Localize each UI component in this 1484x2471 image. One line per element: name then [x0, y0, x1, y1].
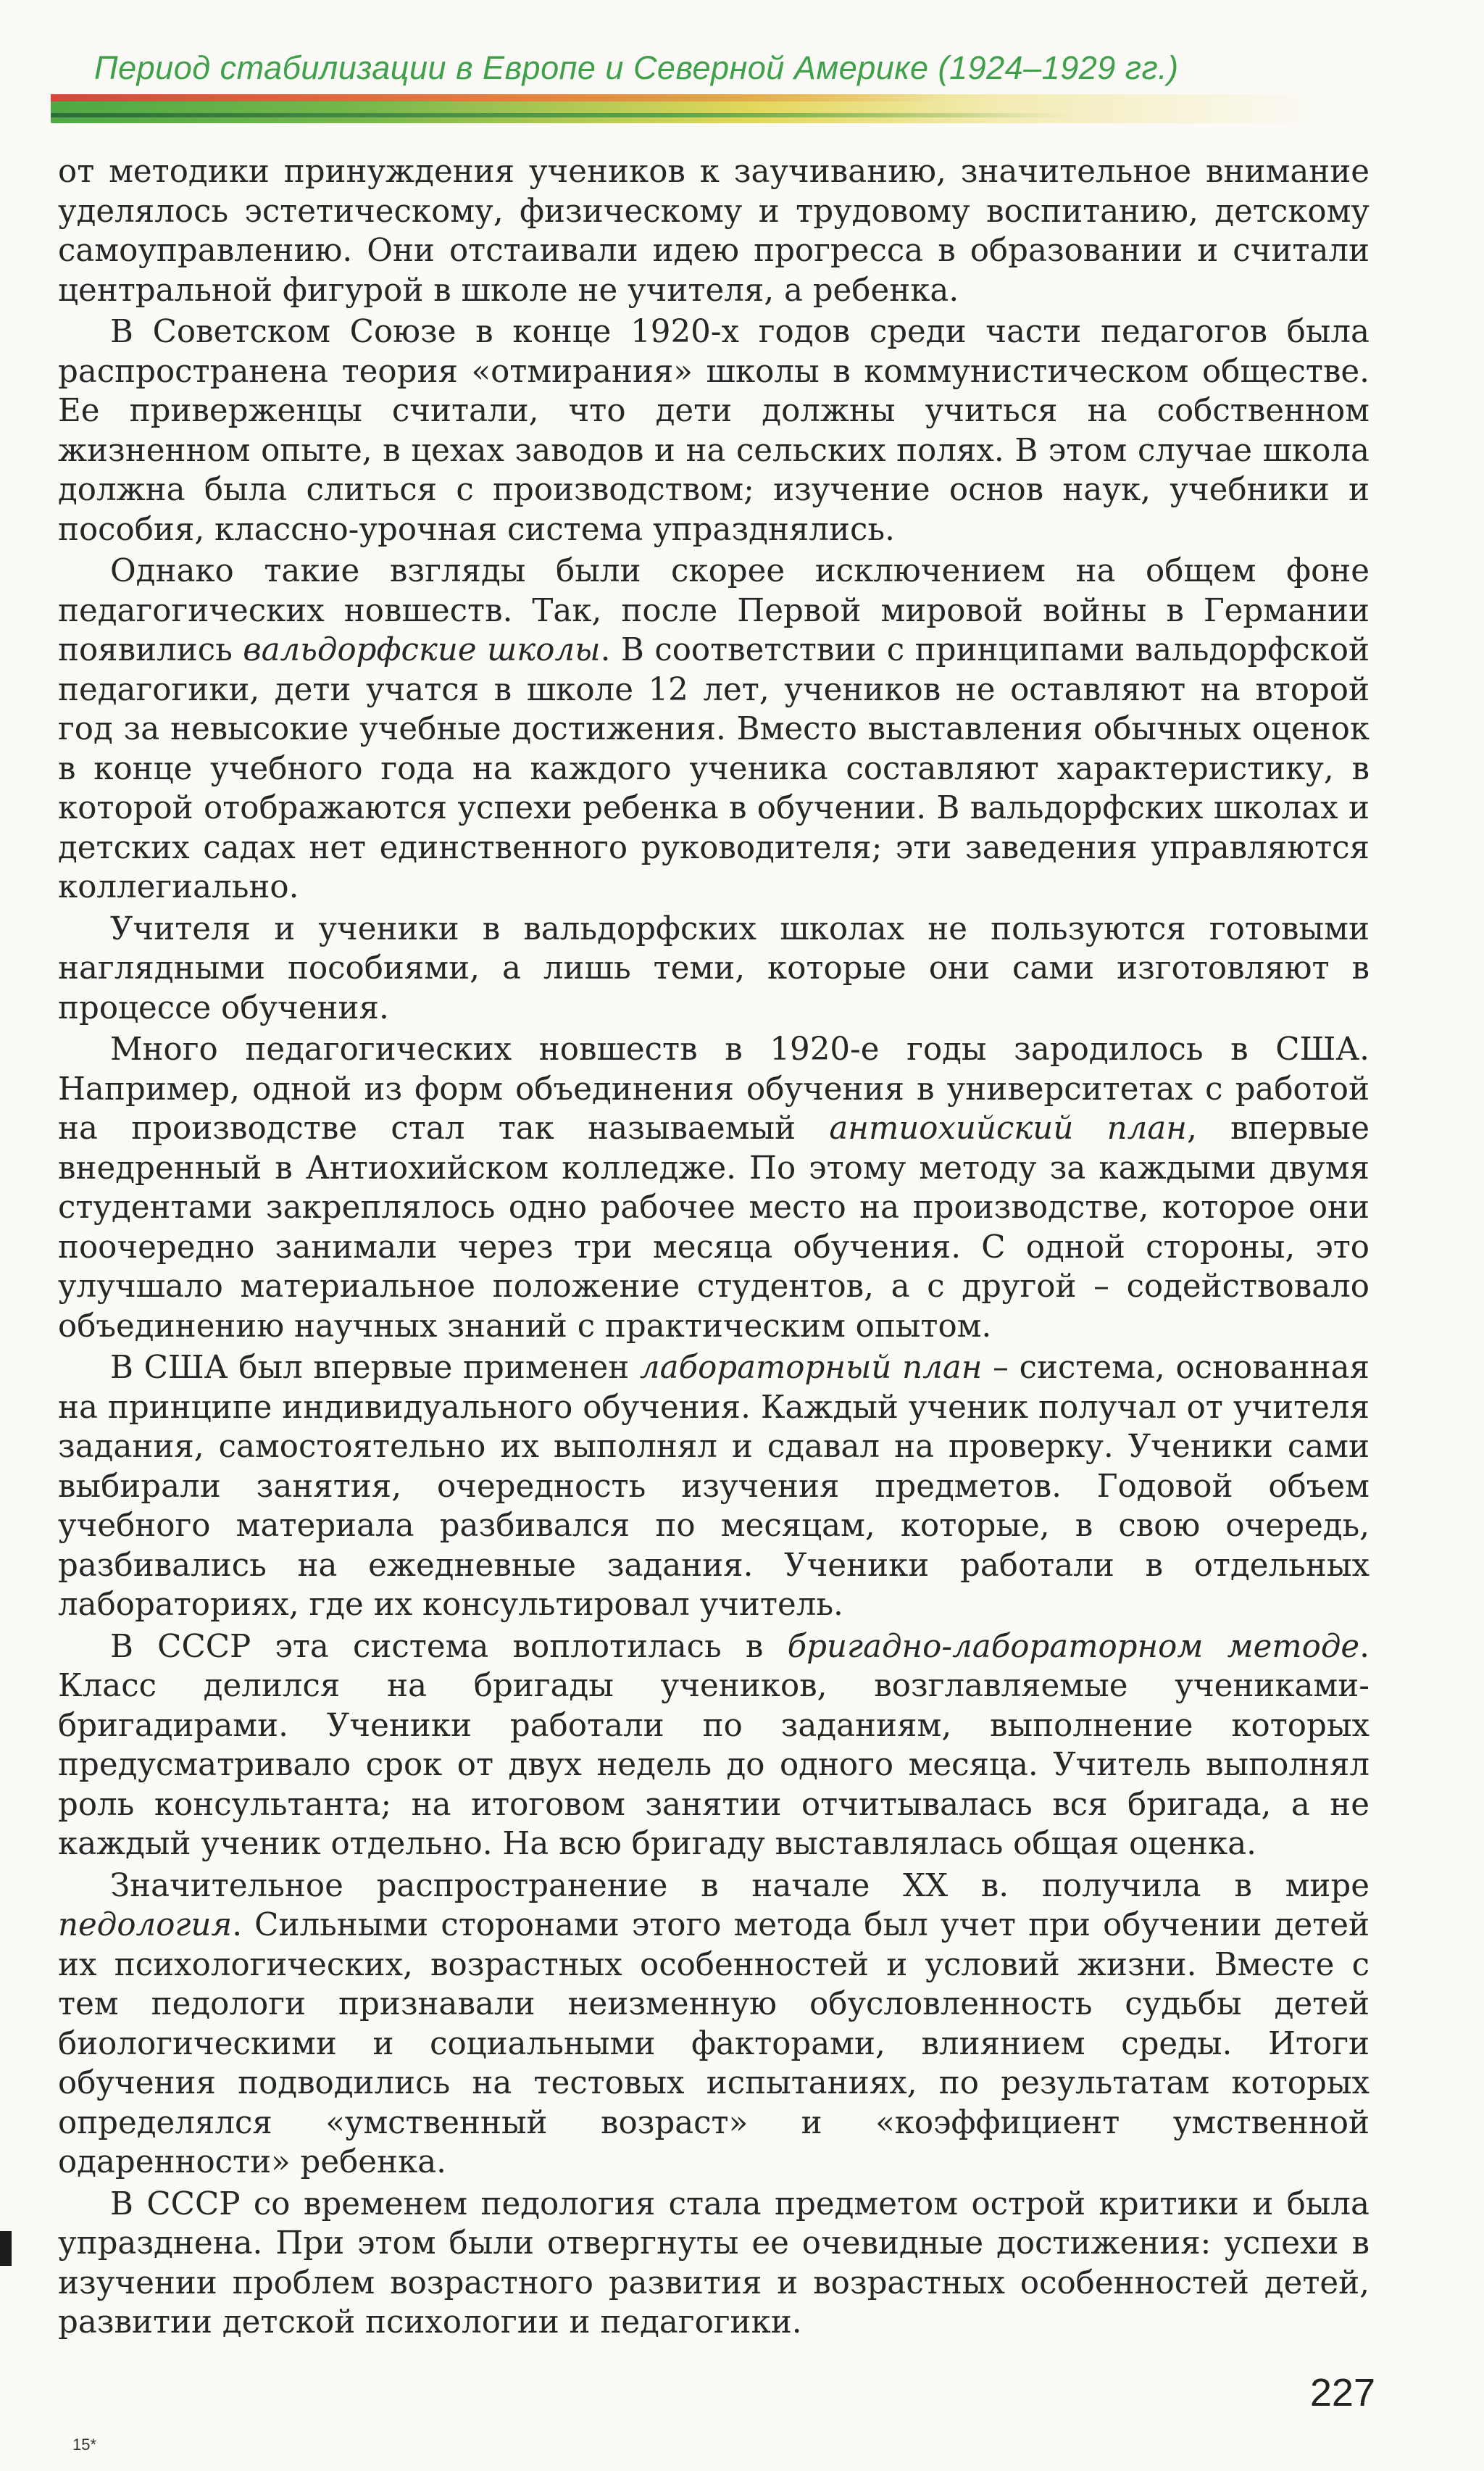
text-run: Однако такие взгляды были скорее исключением на общем фоне педагогических новшеств. Так, после Первой мировой войны в Германии появились — [58, 553, 1370, 668]
italic-term: бригадно-лабораторном методе — [787, 1628, 1360, 1665]
paragraph — [58, 552, 1370, 908]
italic-term: лабораторный план — [639, 1350, 983, 1386]
text-run: Значительное распространение в начале XX в. получила в мире — [110, 1867, 1370, 1904]
paragraph — [58, 910, 1370, 1029]
paragraph — [58, 312, 1370, 549]
text-run: . Класс делился на бригады учеников, возглавляемые учениками-бригадирами. Ученики работали по заданиям, выполнение которых предусматривало срок от двух недель до одного месяца. Учитель выполнял роль консультанта; на итоговом занятии отчитывалась вся бригада, а не каждый ученик отдельно. На всю бригаду выставлялась общая оценка. — [58, 1628, 1370, 1862]
paragraph — [58, 152, 1370, 310]
running-head-title: Период стабилизации в Европе и Северной Америке (1924–1929 гг.) — [94, 49, 1179, 86]
text-run: Учителя и ученики в вальдорфских школах не пользуются готовыми наглядными пособиями, а лишь теми, которые они сами изготовляют в процессе обучения. — [58, 910, 1370, 1026]
printer-signature: 15* — [72, 2435, 97, 2454]
text-run: В СССР эта система воплотилась в — [110, 1628, 788, 1665]
body-text — [58, 152, 1370, 2343]
italic-term: вальдорфские школы — [243, 632, 601, 668]
text-run: В США был впервые применен — [110, 1350, 640, 1386]
paragraph — [58, 1348, 1370, 1625]
italic-term: антиохийский план — [829, 1110, 1187, 1147]
italic-term: педология — [58, 1907, 233, 1943]
text-run: – система, основанная на принципе индивидуального обучения. Каждый ученик получал от учителя задания, самостоятельно их выполнял и сдавал на проверку. Ученики сами выбирали занятия, очередность изучения предметов. Годовой объем учебного материала разбивался по месяцам, которые, в свою очередь, разбивались на ежедневные задания. Ученики работали в отдельных лабораториях, где их консультировал учитель. — [58, 1350, 1370, 1623]
text-run: от методики принуждения учеников к заучиванию, значительное внимание уделялось эстетическому, физическому и трудовому воспитанию, детскому самоуправлению. Они отстаивали идею прогресса в образовании и считали центральной фигурой в школе не учителя, а ребенка. — [58, 154, 1370, 309]
page-header — [51, 0, 1326, 138]
text-run: . Сильными сторонами этого метода был учет при обучении детей их психологических, возрастных особенностей и условий жизни. Вместе с тем педологи признавали неизменную обусловленность судьбы детей биологическими и социальными факторами, влиянием среды. Итоги обучения подводились на тестовых испытаниях, по результатам которых определялся «умственный возраст» и «коэффициент умственной одаренности» ребенка. — [58, 1907, 1370, 2180]
paragraph — [58, 2185, 1370, 2343]
paragraph — [58, 1866, 1370, 2183]
text-run: , впервые внедренный в Антиохийском колледже. По этому методу за каждыми двумя студентами закреплялось одно рабочее место на производстве, которое они поочередно занимали через три месяца обучения. С одной стороны, это улучшало материальное положение студентов, а с другой – содействовало объединению научных знаний с практическим опытом. — [58, 1110, 1370, 1345]
text-run: Много педагогических новшеств в 1920-е годы зародилось в США. Например, одной из форм объединения обучения в университетах с работой на производстве стал так называемый — [58, 1031, 1370, 1147]
text-run: . В соответствии с принципами вальдорфской педагогики, дети учатся в школе 12 лет, учеников не оставляют на второй год за невысокие учебные достижения. Вместо выставления обычных оценок в конце учебного года на каждого ученика составляют характеристику, в которой отображаются успехи ребенка в обучении. В вальдорфских школах и детских садах нет единственного руководителя; эти заведения управляются коллегиально. — [58, 632, 1370, 905]
paragraph — [58, 1030, 1370, 1346]
text-run: В СССР со временем педология стала предметом острой критики и была упразднена. При этом были отвергнуты ее очевидные достижения: успехи в изучении проблем возрастного развития и возрастных особенностей детей, развитии детской психологии и педагогики. — [58, 2185, 1370, 2341]
decorative-header-stripe — [51, 94, 1326, 123]
page-number: 227 — [1309, 2371, 1375, 2414]
text-run: В Советском Союзе в конце 1920-х годов среди части педагогов была распространена теория «отмирания» школы в коммунистическом обществе. Ее приверженцы считали, что дети должны учиться на собственном жизненном опыте, в цехах заводов и на сельских полях. В этом случае школа должна была слиться с производством; изучение основ наук, учебники и пособия, классно-урочная система упразднялись. — [58, 314, 1370, 548]
margin-tab-mark — [0, 2231, 12, 2266]
paragraph — [58, 1627, 1370, 1864]
